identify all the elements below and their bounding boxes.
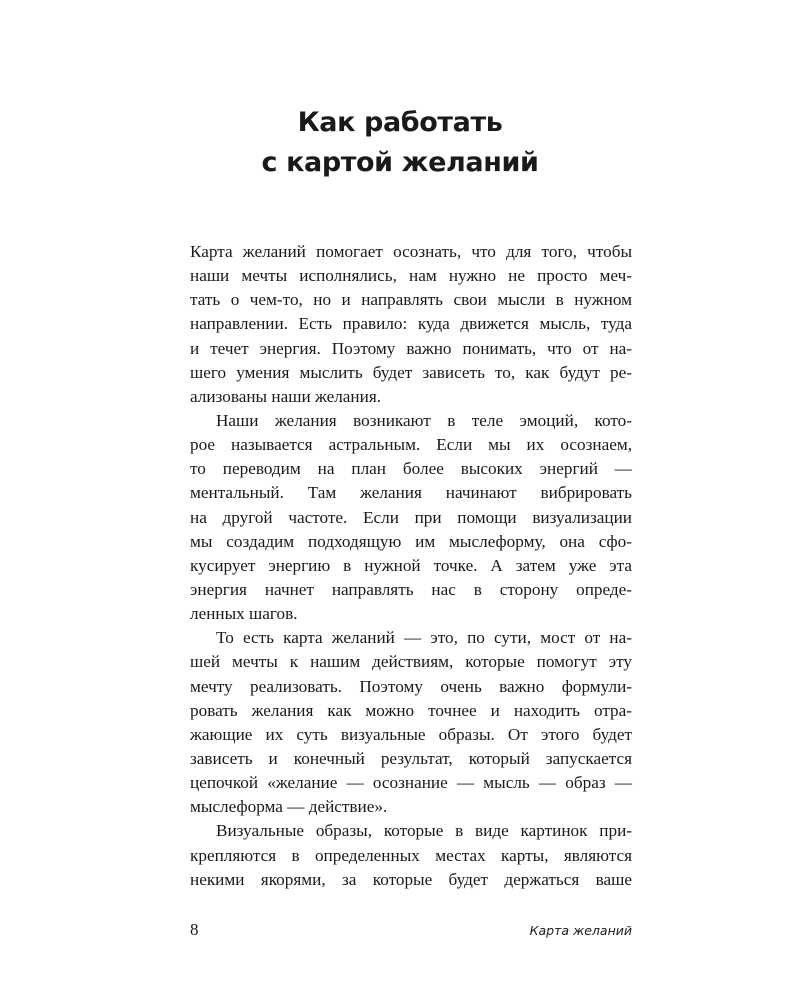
text-line: ализованы наши желания. xyxy=(190,386,382,406)
text-line: тать о чем-то, но и направлять свои мысли в нужном xyxy=(190,290,632,310)
text-line: рое называется астральным. Если мы их осознаем, xyxy=(190,435,632,455)
text-line: шей мечты к нашим действиям, которые помогут эту xyxy=(190,652,632,672)
page-number: 8 xyxy=(190,920,199,939)
paragraph xyxy=(190,409,632,626)
text-line: ментальный. Там желания начинают вибрировать xyxy=(190,483,632,503)
text-line: То есть карта желаний — это, по сути, мост от на- xyxy=(216,628,632,648)
text-line: ровать желания как можно точнее и находить отра- xyxy=(190,700,632,720)
body-text xyxy=(190,240,632,892)
text-line: крепляются в определенных местах карты, являются xyxy=(190,845,632,865)
chapter-title-line-1: Как работать xyxy=(297,107,503,138)
paragraph xyxy=(190,819,632,891)
text-line: наши мечты исполнялись, нам нужно не просто меч- xyxy=(190,266,632,286)
text-line: мечту реализовать. Поэтому очень важно формули- xyxy=(190,676,632,696)
text-line: некими якорями, за которые будет держаться ваше xyxy=(190,869,632,889)
paragraph xyxy=(190,626,632,819)
text-line: на другой частоте. Если при помощи визуализации xyxy=(190,507,632,527)
text-line: направлении. Есть правило: куда движется мысль, туда xyxy=(190,314,632,334)
text-line: энергия начнет направлять нас в сторону опреде- xyxy=(190,579,632,599)
text-line: и течет энергия. Поэтому важно понимать, что от на- xyxy=(190,338,632,358)
text-line: то переводим на план более высоких энергий — xyxy=(190,459,632,479)
chapter-title-line-2: с картой желаний xyxy=(261,147,539,178)
text-line: Наши желания возникают в теле эмоций, кото- xyxy=(216,410,632,430)
text-line: цепочкой «желание — осознание — мысль — образ — xyxy=(190,773,632,793)
paragraph xyxy=(190,240,632,409)
text-line: шего умения мыслить будет зависеть то, как будут ре- xyxy=(190,362,632,382)
text-line: мы создадим подходящую им мыслеформу, она сфо- xyxy=(190,531,632,551)
text-line: ленных шагов. xyxy=(190,604,298,624)
running-title: Карта желаний xyxy=(529,923,632,938)
text-line: зависеть и конечный результат, который запускается xyxy=(190,748,632,768)
chapter-title xyxy=(160,103,640,183)
text-line: жающие их суть визуальные образы. От этого будет xyxy=(190,724,632,744)
text-line: Визуальные образы, которые в виде картинок при- xyxy=(216,821,632,841)
text-line: кусирует энергию в нужной точке. А затем уже эта xyxy=(190,555,632,575)
text-line: мыслеформа — действие». xyxy=(190,797,388,817)
text-line: Карта желаний помогает осознать, что для того, чтобы xyxy=(190,242,632,261)
